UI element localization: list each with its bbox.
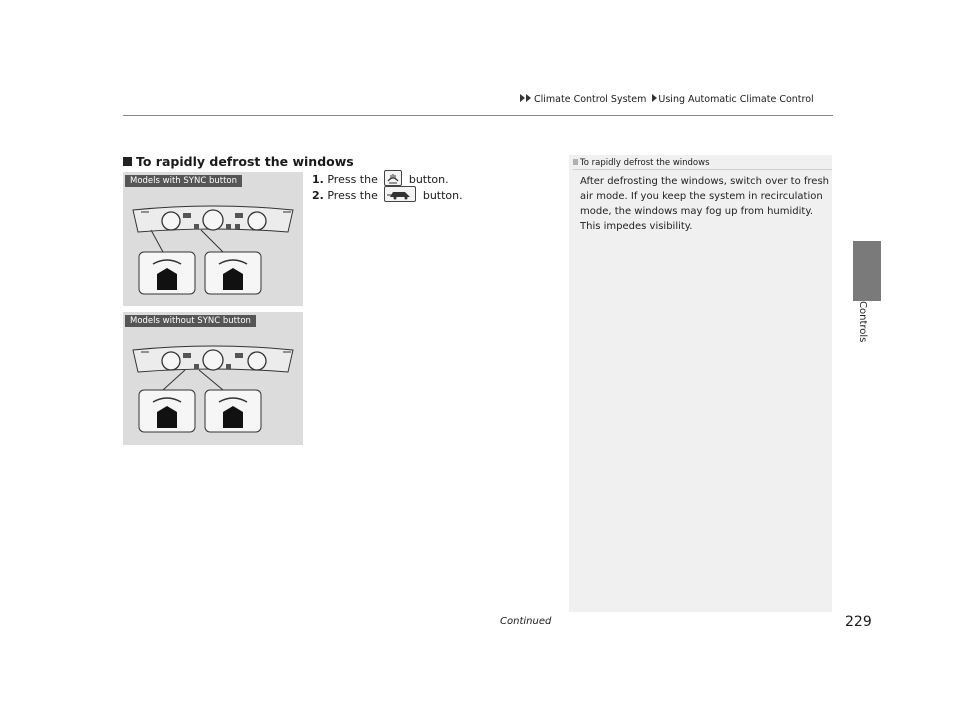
- illustration-panel-sync: [123, 172, 303, 306]
- panel-label: Models with SYNC button: [125, 175, 242, 187]
- section-title-text: To rapidly defrost the windows: [136, 154, 354, 169]
- note-title: [573, 158, 710, 168]
- step-text: Press the: [327, 173, 378, 186]
- illustration-panel-no-sync: [123, 312, 303, 445]
- breadcrumb-item[interactable]: Climate Control System: [534, 94, 647, 105]
- fresh-air-icon: [384, 186, 416, 202]
- step-number: 2.: [312, 189, 324, 202]
- breadcrumb-arrow-icon: [520, 94, 525, 102]
- climate-control-illustration: [123, 312, 303, 445]
- page-number: 229: [845, 614, 872, 630]
- climate-control-illustration: [123, 172, 303, 306]
- section-title: [123, 154, 354, 169]
- note-divider: [573, 169, 832, 170]
- chapter-tab-label: Controls: [857, 301, 868, 343]
- header-divider: [123, 115, 833, 116]
- note-text: After defrosting the windows, switch over to fresh air mode. If you keep the system in recirculation mode, the windows may fog up from humidity. This impedes visibility.: [580, 176, 830, 232]
- section-marker-icon: [123, 157, 132, 166]
- continued-label: Continued: [500, 616, 552, 627]
- panel-label: Models without SYNC button: [125, 315, 256, 327]
- step-text: button.: [422, 189, 463, 202]
- chapter-tab[interactable]: [853, 241, 881, 301]
- defrost-icon: [384, 170, 402, 186]
- chapter-tab-label-wrap: [852, 301, 882, 361]
- step-1: [312, 170, 449, 186]
- step-number: 1.: [312, 173, 324, 186]
- step-2: [312, 186, 463, 202]
- note-marker-icon: [573, 159, 578, 165]
- step-text: button.: [408, 173, 449, 186]
- breadcrumb: [520, 94, 814, 105]
- note-title-text: To rapidly defrost the windows: [580, 158, 710, 168]
- breadcrumb-arrow-icon: [526, 94, 531, 102]
- breadcrumb-item[interactable]: Using Automatic Climate Control: [658, 94, 814, 105]
- breadcrumb-arrow-icon: [652, 94, 657, 102]
- step-text: Press the: [327, 189, 378, 202]
